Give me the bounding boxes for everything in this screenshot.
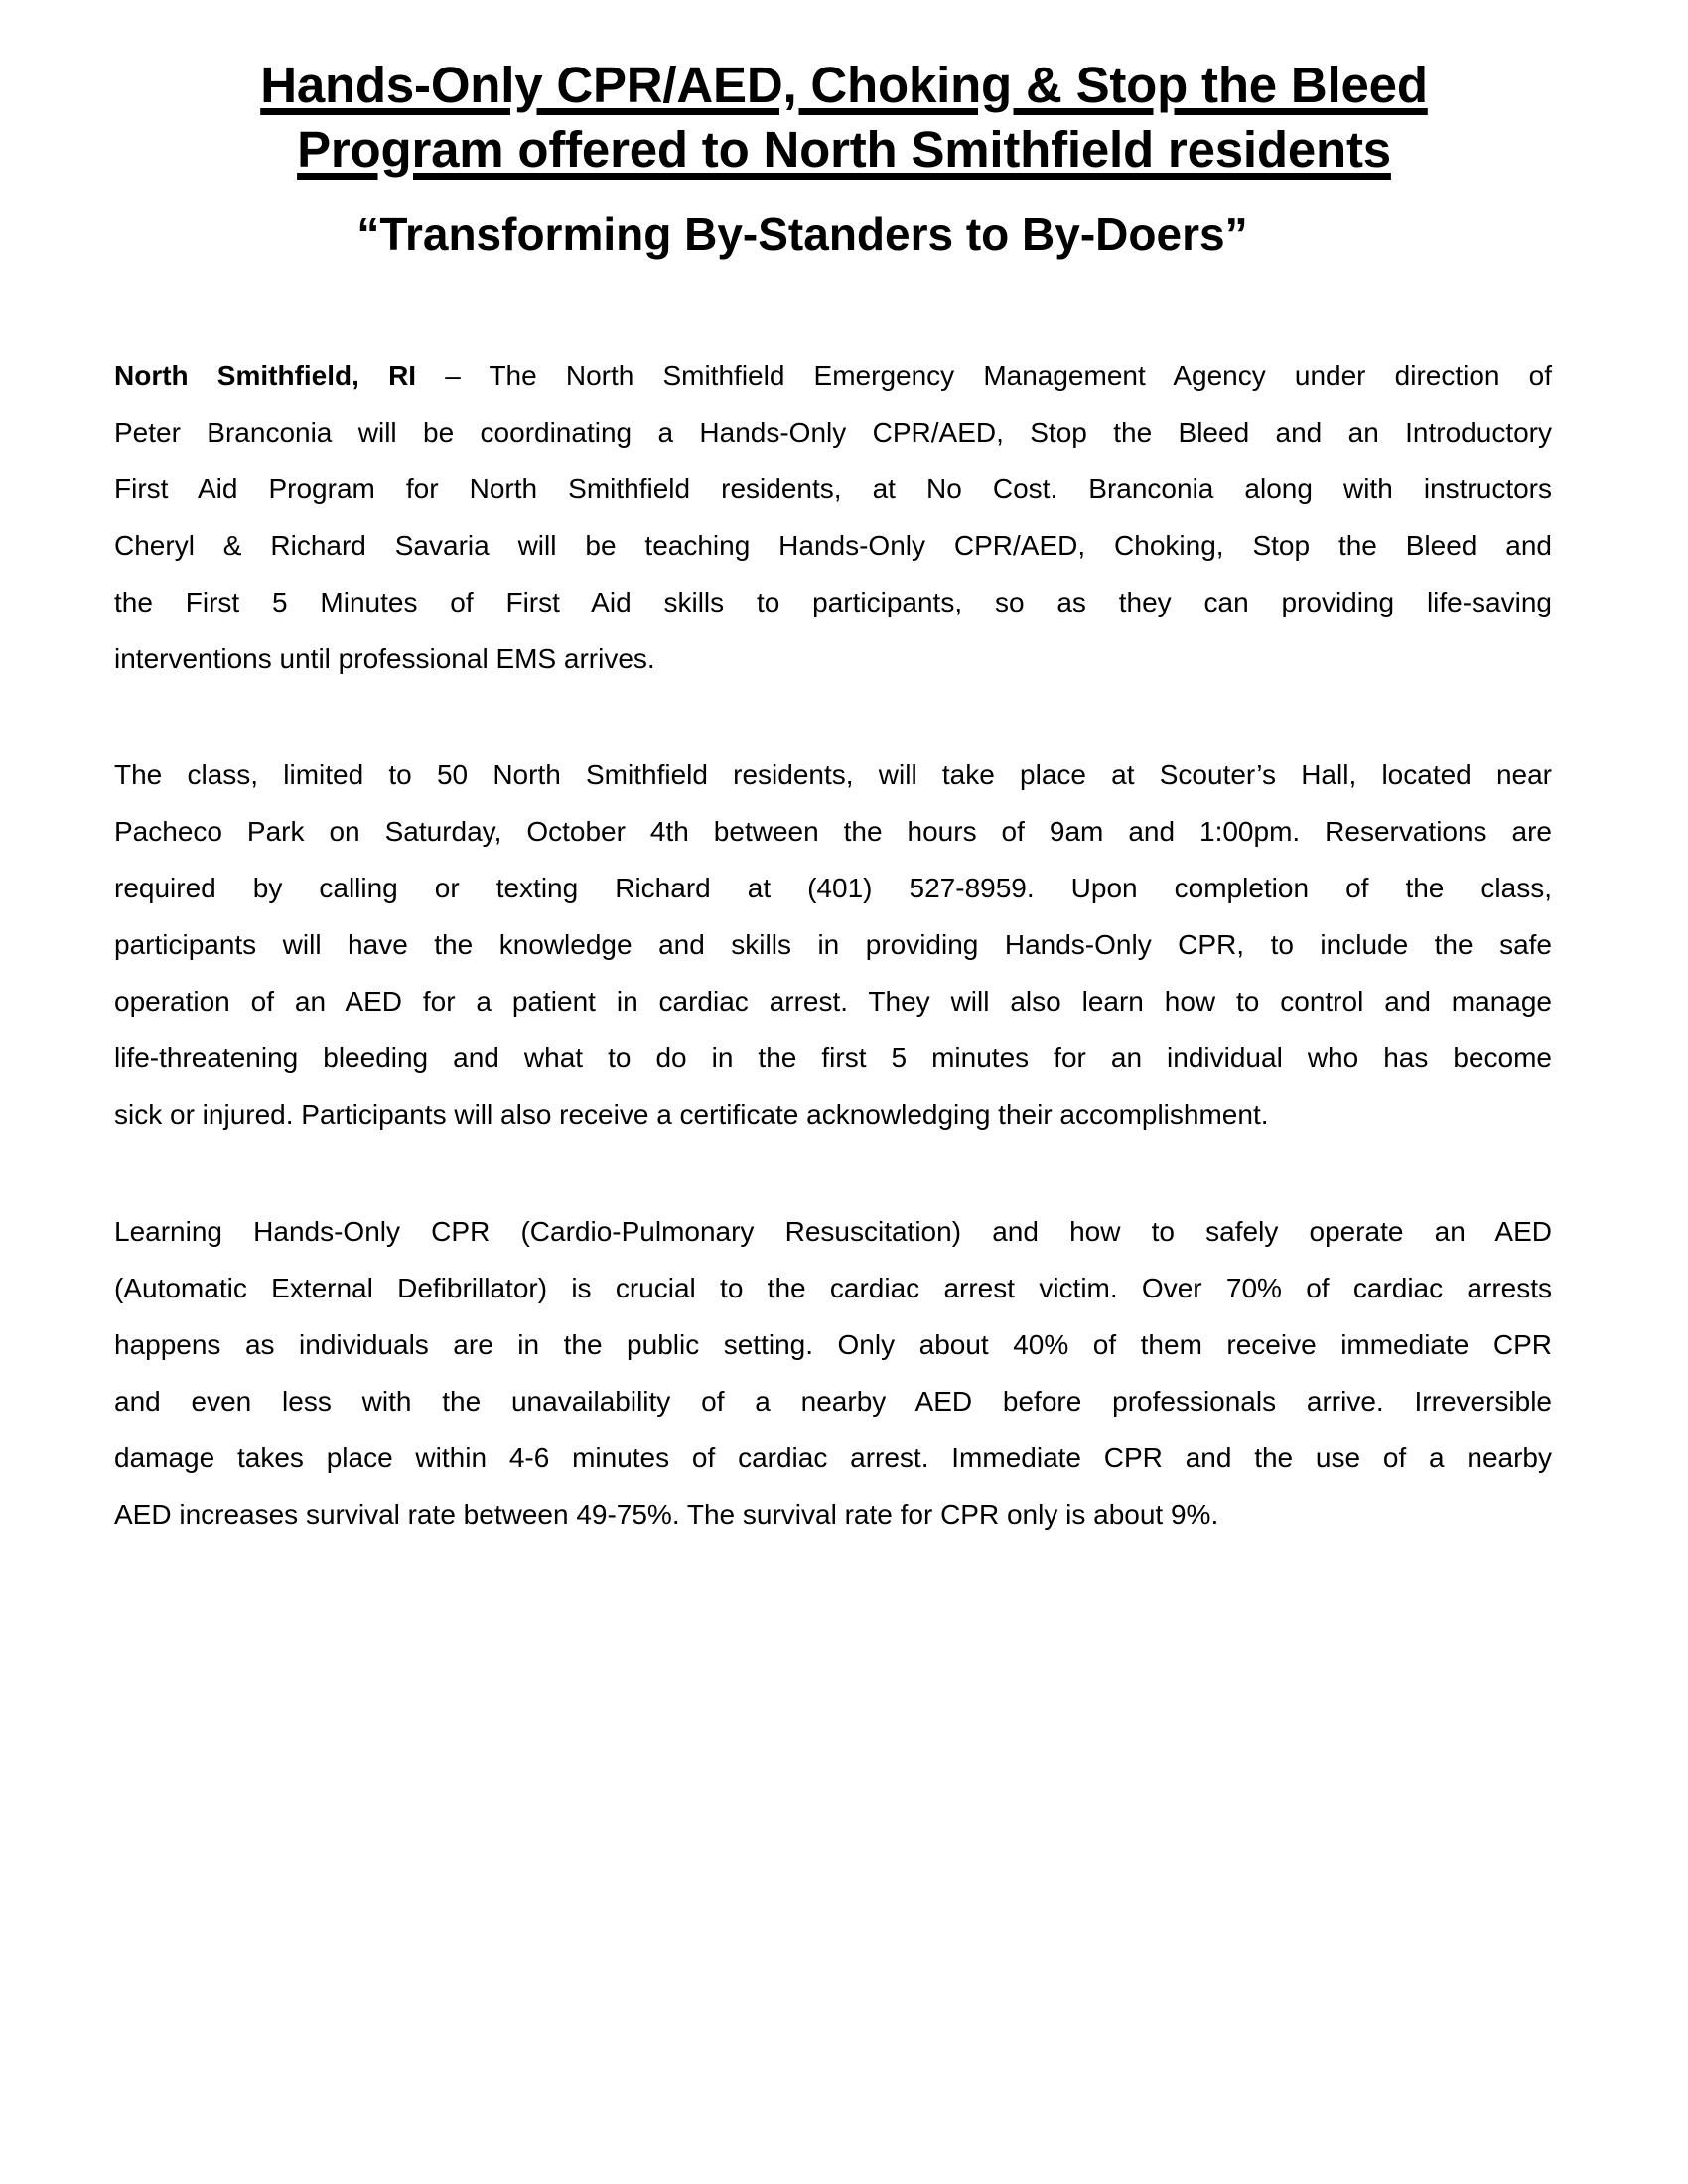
paragraph-1 (114, 347, 1552, 687)
paragraph-line: Pacheco Park on Saturday, October 4th between the hours of 9am and 1:00pm. Reservations are (114, 816, 1552, 847)
paragraph-2 (114, 747, 1552, 1143)
paragraph-line: happens as individuals are in the public setting. Only about 40% of them receive immediate CPR (114, 1329, 1552, 1360)
title-line-1 (0, 56, 1688, 115)
title-text-2: Program offered to North Smithfield residents (297, 121, 1391, 178)
paragraph-line: interventions until professional EMS arrives. (114, 643, 655, 674)
paragraph-line: Cheryl & Richard Savaria will be teaching Hands-Only CPR/AED, Choking, Stop the Bleed and (114, 530, 1552, 561)
dateline: North Smithfield, RI (114, 360, 417, 391)
paragraph-line: the First 5 Minutes of First Aid skills to participants, so as they can providing life-saving (114, 587, 1552, 617)
paragraph-line: operation of an AED for a patient in cardiac arrest. They will also learn how to control and manage (114, 986, 1552, 1017)
paragraph-line: and even less with the unavailability of a nearby AED before professionals arrive. Irreversible (114, 1386, 1552, 1417)
paragraph-line: First Aid Program for North Smithfield residents, at No Cost. Branconia along with instructors (114, 474, 1552, 504)
paragraph-line: damage takes place within 4-6 minutes of cardiac arrest. Immediate CPR and the use of a nearby (114, 1442, 1552, 1473)
paragraph-line: sick or injured. Participants will also receive a certificate acknowledging their accomplishment. (114, 1099, 1269, 1130)
paragraph-3 (114, 1203, 1552, 1543)
subtitle: “Transforming By-Standers to By-Doers” (356, 208, 1248, 260)
paragraph-line: life-threatening bleeding and what to do in the first 5 minutes for an individual who has become (114, 1042, 1552, 1073)
paragraph-line: required by calling or texting Richard at (401) 527-8959. Upon completion of the class, (114, 873, 1552, 903)
paragraph-line: (Automatic External Defibrillator) is crucial to the cardiac arrest victim. Over 70% of cardiac arrests (114, 1273, 1552, 1303)
paragraph-line: North Smithfield, RI – The North Smithfield Emergency Management Agency under direction of (114, 360, 1552, 391)
paragraph-line: participants will have the knowledge and skills in providing Hands-Only CPR, to include the safe (114, 929, 1552, 960)
paragraph-line: AED increases survival rate between 49-75%. The survival rate for CPR only is about 9%. (114, 1499, 1219, 1530)
paragraph-line: The class, limited to 50 North Smithfield residents, will take place at Scouter’s Hall, located near (114, 759, 1552, 790)
paragraph-line: Peter Branconia will be coordinating a Hands-Only CPR/AED, Stop the Bleed and an Introductory (114, 417, 1552, 448)
title-line-2 (0, 120, 1688, 180)
title-text-1: Hands-Only CPR/AED, Choking & Stop the Bleed (260, 57, 1428, 113)
paragraph-line: Learning Hands-Only CPR (Cardio-Pulmonary Resuscitation) and how to safely operate an AED (114, 1216, 1552, 1247)
